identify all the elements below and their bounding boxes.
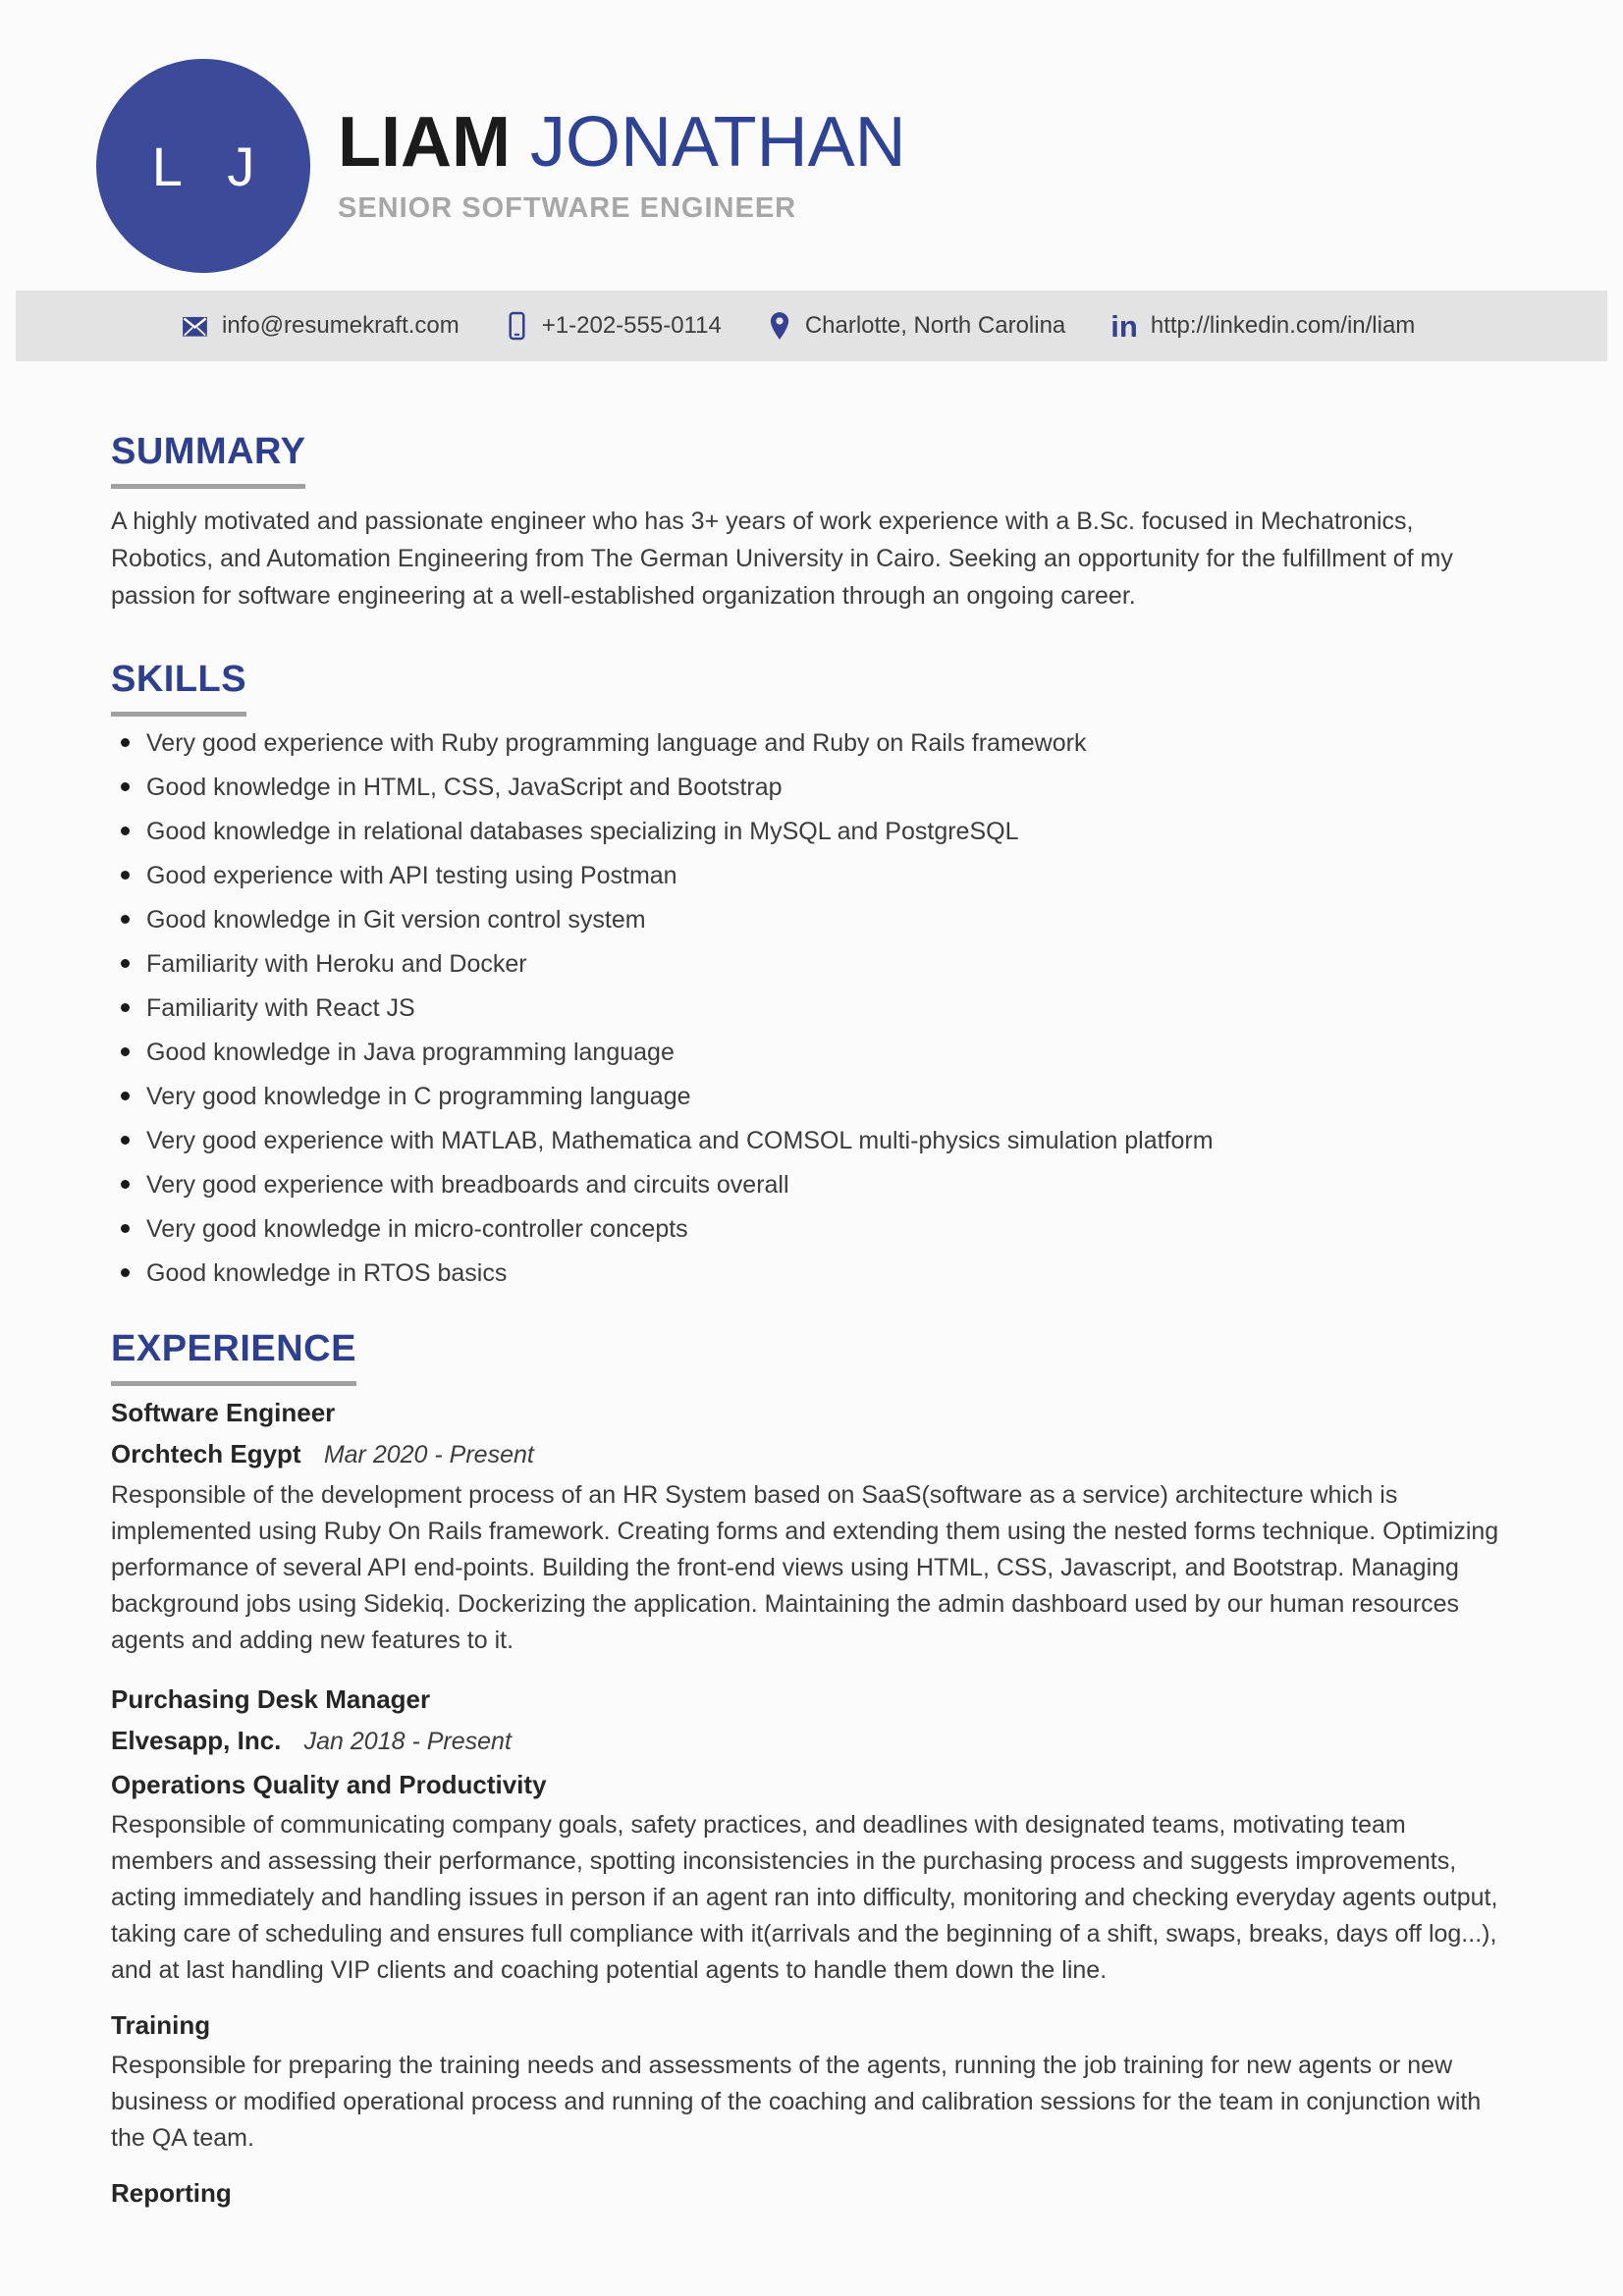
job-dates: Jan 2018 - Present	[303, 1728, 512, 1755]
company-line	[111, 1437, 1512, 1471]
subsection-title: Training	[111, 2010, 211, 2040]
skills-list	[111, 728, 1512, 1288]
email-icon	[181, 313, 209, 340]
skill-item: Very good knowledge in micro-controller concepts	[111, 1214, 1512, 1244]
experience-heading-wrap	[111, 1327, 356, 1386]
phone-text: +1-202-555-0114	[541, 312, 722, 339]
skill-item: Good knowledge in HTML, CSS, JavaScript and Bootstrap	[111, 773, 1512, 802]
skill-item: Good knowledge in RTOS basics	[111, 1258, 1512, 1288]
experience-heading: EXPERIENCE	[111, 1328, 356, 1369]
phone-icon	[505, 311, 529, 341]
summary-heading: SUMMARY	[111, 431, 306, 472]
avatar-initials: L J	[151, 134, 271, 197]
first-name: LIAM	[338, 103, 511, 182]
last-name: JONATHAN	[529, 103, 906, 182]
skill-item: Good knowledge in Java programming language	[111, 1038, 1512, 1067]
full-name	[338, 103, 906, 182]
professional-title: SENIOR SOFTWARE ENGINEER	[338, 191, 797, 224]
skill-item: Good experience with API testing using Postman	[111, 861, 1512, 890]
skill-item: Very good experience with breadboards and circuits overall	[111, 1170, 1512, 1200]
company-line	[111, 1724, 1512, 1758]
company-name: Orchtech Egypt	[111, 1439, 301, 1468]
job-description: Responsible of the development process of an HR System based on SaaS(software as a service) architecture which is implemented using Ruby On Rails framework. Creating forms and extending them using the nested forms technique. Optimizing performance of several API end-points. Building the front-end views using HTML, CSS, Javascript, and Bootstrap. Managing background jobs using Sidekiq. Dockerizing the application. Maintaining the admin dashboard used by our human resources agents and adding new features to it.	[111, 1481, 1499, 1654]
job-subsection	[111, 1768, 1512, 1989]
job-dates: Mar 2020 - Present	[323, 1441, 534, 1468]
avatar	[96, 59, 310, 273]
job-entry	[111, 1682, 1512, 2210]
skills-section	[111, 658, 1512, 1288]
skill-item: Very good experience with Ruby programming language and Ruby on Rails framework	[111, 728, 1512, 758]
resume-header	[0, 0, 1623, 291]
skill-item: Very good experience with MATLAB, Mathematica and COMSOL multi-physics simulation platform	[111, 1126, 1512, 1155]
subsection-title: Reporting	[111, 2178, 232, 2208]
job-subsection	[111, 2176, 1512, 2210]
skill-item: Familiarity with Heroku and Docker	[111, 949, 1512, 979]
contact-linkedin	[1110, 308, 1416, 344]
experience-section	[111, 1327, 1512, 2210]
job-role: Purchasing Desk Manager	[111, 1684, 431, 1714]
location-text: Charlotte, North Carolina	[804, 312, 1066, 339]
summary-section	[111, 430, 1512, 614]
skill-item: Very good knowledge in C programming language	[111, 1082, 1512, 1111]
summary-text: A highly motivated and passionate engineer who has 3+ years of work experience with a B.Sc. focused in Mechatronics, Robotics, and Automation Engineering from The German University in Cairo. Seeking an opportunity for the fulfillment of my passion for software engineering at a well-established organization through an ongoing career.	[111, 507, 1453, 610]
company-name: Elvesapp, Inc.	[111, 1726, 282, 1755]
email-text[interactable]: info@resumekraft.com	[222, 312, 460, 339]
location-pin-icon	[767, 311, 792, 341]
linkedin-icon: in	[1110, 308, 1138, 344]
resume-body	[0, 430, 1623, 2210]
subsection-description: Responsible of communicating company goals, safety practices, and deadlines with designated teams, motivating team members and assessing their performance, spotting inconsistencies in the purchasing process and suggests improvements, acting immediately and handling issues in person if an agent ran into difficulty, monitoring and checking everyday agents output, taking care of scheduling and ensures full compliance with it(arrivals and the beginning of a shift, swaps, breaks, days off log...), and at last handling VIP clients and coaching potential agents to handle them down the line.	[111, 1811, 1498, 1984]
skill-item: Good knowledge in relational databases specializing in MySQL and PostgreSQL	[111, 817, 1512, 846]
subsection-description: Responsible for preparing the training needs and assessments of the agents, running the job training for new agents or new business or modified operational process and running of the coaching and calibration sessions for the team in conjunction with the QA team.	[111, 2052, 1482, 2152]
skill-item: Familiarity with React JS	[111, 993, 1512, 1023]
job-role: Software Engineer	[111, 1398, 336, 1427]
summary-heading-wrap	[111, 430, 305, 489]
contact-bar	[16, 291, 1607, 361]
skills-heading-wrap	[111, 658, 246, 717]
job-subsection	[111, 2008, 1512, 2157]
name-block	[338, 103, 906, 225]
subsection-title: Operations Quality and Productivity	[111, 1770, 547, 1799]
skills-heading: SKILLS	[111, 659, 247, 700]
contact-phone	[505, 311, 722, 341]
linkedin-url[interactable]: http://linkedin.com/in/liam	[1150, 312, 1416, 339]
contact-email	[181, 312, 460, 340]
contact-location	[767, 311, 1065, 341]
job-entry	[111, 1396, 1512, 1659]
skill-item: Good knowledge in Git version control system	[111, 905, 1512, 934]
